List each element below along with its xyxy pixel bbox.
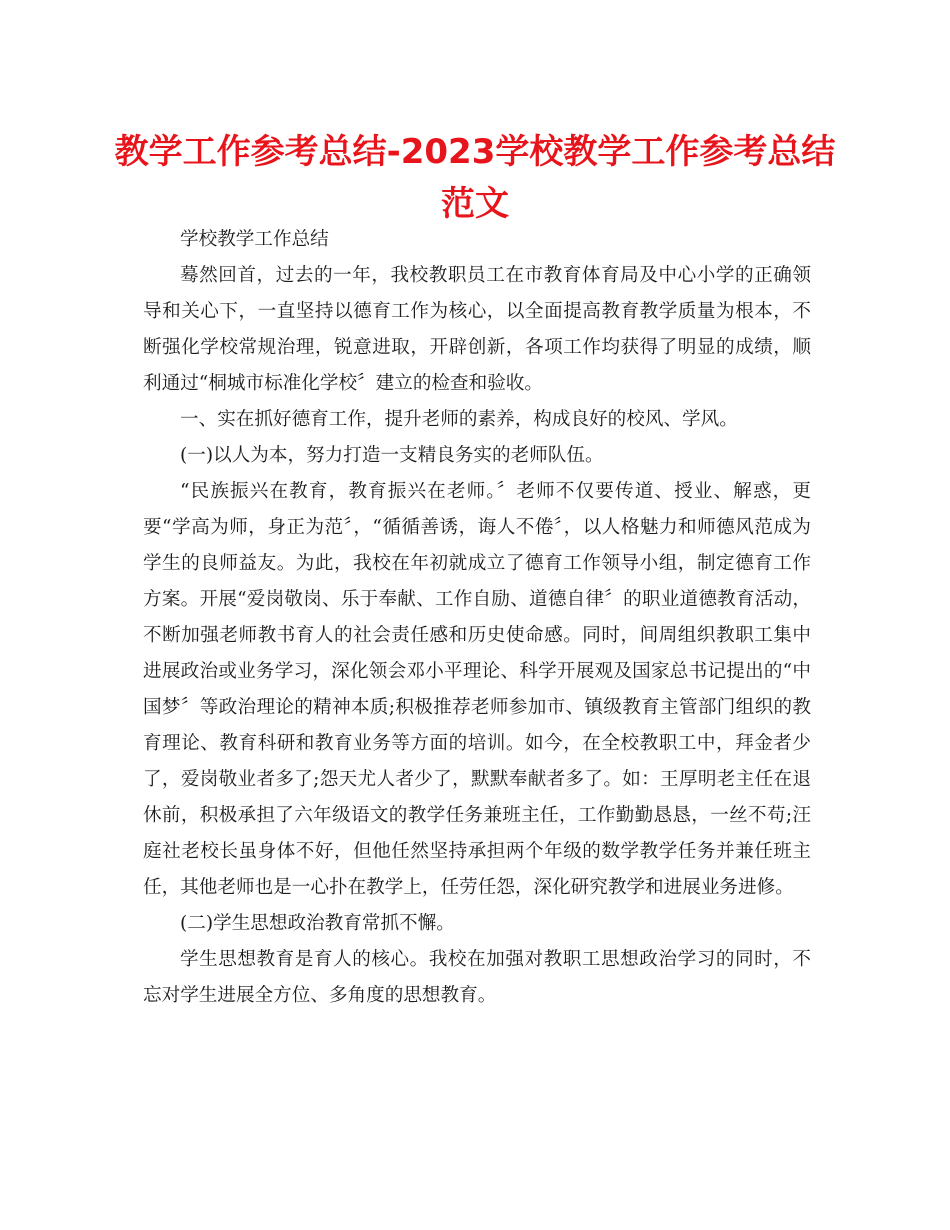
document-body xyxy=(143,222,811,1014)
paragraph-intro: 蓦然回首，过去的一年，我校教职员工在市教育体育局及中心小学的正确领导和关心下，一直坚持以德育工作为核心，以全面提高教育教学质量为根本，不断强化学校常规治理，锐意进取，开辟创新，各项工作均获得了明显的成绩，顺利通过“桐城市标准化学校〞建立的检查和验收。 xyxy=(143,265,811,394)
paragraph-students: 学生思想教育是育人的核心。我校在加强对教职工思想政治学习的同时，不忘对学生进展全方位、多角度的思想教育。 xyxy=(143,949,811,1006)
subsection-heading-1: (一)以人为本，努力打造一支精良务实的老师队伍。 xyxy=(180,445,604,466)
section-heading-1: 一、实在抓好德育工作，提升老师的素养，构成良好的校风、学风。 xyxy=(180,409,738,430)
paragraph-subtitle: 学校教学工作总结 xyxy=(180,229,329,250)
document-title: 教学工作参考总结-2023学校教学工作参考总结范文 xyxy=(114,132,836,224)
subsection-heading-2: (二)学生思想政治教育常抓不懈。 xyxy=(180,913,455,934)
paragraph-teachers: “民族振兴在教育，教育振兴在老师。〞老师不仅要传道、授业、解惑，更要“学高为师，身正为范〞，“循循善诱，诲人不倦〞，以人格魅力和师德风范成为学生的良师益友。为此，我校在年初就成立了德育工作领导小组，制定德育工作方案。开展“爱岗敬岗、乐于奉献、工作自励、道德自律〞的职业道德教育活动，不断加强老师教书育人的社会责任感和历史使命感。同时，间周组织教职工集中进展政治或业务学习，深化领会邓小平理论、科学开展观及国家总书记提出的“中国梦〞等政治理论的精神本质;积极推荐老师参加市、镇级教育主管部门组织的教育理论、教育科研和教育业务等方面的培训。如今，在全校教职工中，拜金者少了，爱岗敬业者多了;怨天尤人者少了，默默奉献者多了。如：王厚明老主任在退休前，积极承担了六年级语文的教学任务兼班主任，工作勤勤恳恳，一丝不苟;汪庭社老校长虽身体不好，但他任然坚持承担两个年级的数学教学任务并兼任班主任，其他老师也是一心扑在教学上，任劳任怨，深化研究教学和进展业务进修。 xyxy=(143,481,811,898)
